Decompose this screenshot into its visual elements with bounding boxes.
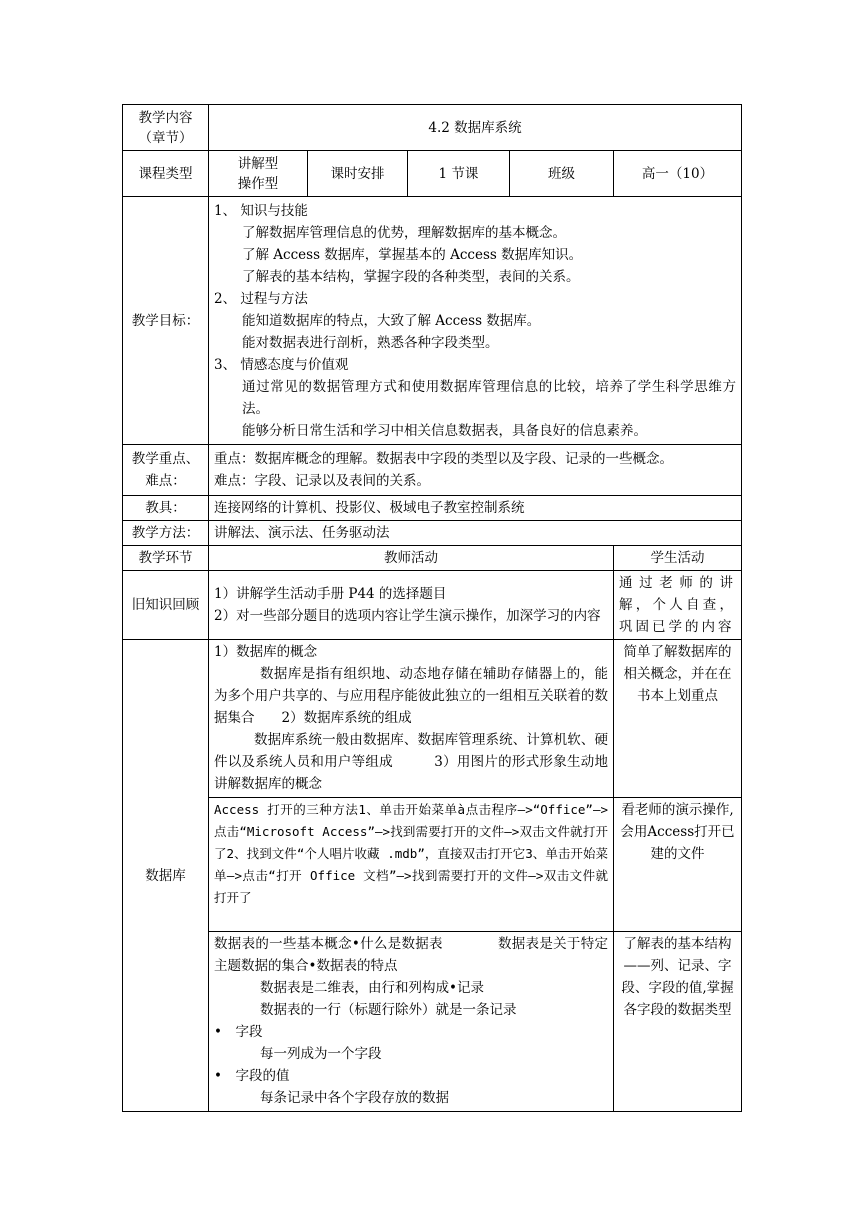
tools-row xyxy=(123,496,742,521)
key-points-label: 教学重点、难点： xyxy=(123,445,209,496)
objective-line: 能对数据表进行剖析，熟悉各种字段类型。 xyxy=(242,334,499,351)
hours-value: 1 节课 xyxy=(408,151,510,197)
key-point-line: 重点：数据库概念的理解。数据表中字段的类型以及字段、记录的一些概念。 xyxy=(214,451,673,467)
review-teacher xyxy=(209,571,614,640)
objective-line: 了解表的基本结构，掌握字段的各种类型，表间的关系。 xyxy=(242,268,580,285)
database-system-text xyxy=(214,729,608,795)
database-block-1 xyxy=(123,640,742,798)
table-concept-intro: 数据表的一些基本概念•什么是数据表 数据表是关于特定主题数据的集合•数据表的特点 xyxy=(214,936,608,974)
field-value-bullet: • 字段的值 xyxy=(214,1068,290,1084)
database-student-3: 了解表的基本结构——列、记录、字段、字段的值,掌握各字段的数据类型 xyxy=(614,932,742,1112)
methods-label: 教学方法： xyxy=(123,521,209,546)
lesson-plan-table xyxy=(122,104,742,1112)
stage-header: 教学环节 xyxy=(123,546,209,571)
class-value: 高一（10） xyxy=(614,151,742,197)
review-teacher-line: 1）讲解学生活动手册 P44 的选择题目 xyxy=(214,586,447,602)
key-points-content xyxy=(209,445,742,496)
objectives-row xyxy=(123,197,742,445)
review-row xyxy=(123,571,742,640)
database-concept-text xyxy=(214,663,608,729)
objective-line: 了解数据库管理信息的优势，理解数据库的基本概念。 xyxy=(242,224,566,241)
course-type-value-1: 讲解型 xyxy=(237,155,279,172)
review-teacher-line: 2）对一些部分题目的选项内容让学生演示操作，加深学习的内容 xyxy=(214,608,601,624)
methods-row xyxy=(123,521,742,546)
objective-line: 通过常见的数据管理方式和使用数据库管理信息的比较，培养了学生科学思维方法。 xyxy=(242,378,737,417)
database-stage: 数据库 xyxy=(123,640,209,1112)
objective-heading-2: 2、 过程与方法 xyxy=(214,290,308,307)
content-label: 教学内容（章节） xyxy=(123,105,209,151)
objective-line: 能知道数据库的特点，大致了解 Access 数据库。 xyxy=(242,312,541,329)
course-type-value xyxy=(209,151,308,197)
database-block-3 xyxy=(123,932,742,1112)
objective-heading-1: 1、 知识与技能 xyxy=(214,202,308,219)
teacher-header: 教师活动 xyxy=(209,546,614,571)
tools-value: 连接网络的计算机、投影仪、极域电子教室控制系统 xyxy=(209,496,742,521)
objectives-content xyxy=(209,197,742,445)
review-student: 通过老师的讲解，个人自查，巩固已学的内容 xyxy=(614,571,742,640)
database-teacher-1 xyxy=(209,640,614,798)
table-feature-line: 数据表是二维表，由行和列构成•记录 xyxy=(260,980,484,996)
content-value: 4.2 数据库系统 xyxy=(209,105,742,151)
tools-label: 教具： xyxy=(123,496,209,521)
database-teacher-2: Access 打开的三种方法1、单击开始菜单à点击程序—>“Office”—>点击“Microsoft Access”—>找到需要打开的文件—>双击文件就打开了2、找到文件“个人唱片收藏 .mdb”，直接双击打开它3、单击开始菜单—>点击“打开 Office 文档”—>找到需要打开的文件—>双击文件就打开了 xyxy=(209,798,614,932)
student-header: 学生活动 xyxy=(614,546,742,571)
course-type-value-2: 操作型 xyxy=(237,175,279,192)
content-row xyxy=(123,105,742,151)
field-line: 每一列成为一个字段 xyxy=(260,1046,382,1062)
objectives-label: 教学目标： xyxy=(123,197,209,445)
database-teacher-3 xyxy=(209,932,614,1112)
review-stage: 旧知识回顾 xyxy=(123,571,209,640)
methods-value: 讲解法、演示法、任务驱动法 xyxy=(209,521,742,546)
course-type-row xyxy=(123,151,742,197)
record-line: 数据表的一行（标题行除外）就是一条记录 xyxy=(260,1002,517,1018)
field-value-line: 每条记录中各个字段存放的数据 xyxy=(260,1090,449,1106)
database-system-body: 数据库系统一般由数据库、数据库管理系统、计算机软、硬件以及系统人员和用户等组成 3）用图片的形式形象生动地讲解数据库的概念 xyxy=(214,732,608,792)
course-type-label: 课程类型 xyxy=(123,151,209,197)
hours-label: 课时安排 xyxy=(308,151,408,197)
objective-line: 能够分析日常生活和学习中相关信息数据表，具备良好的信息素养。 xyxy=(242,422,647,439)
database-student-2: 看老师的演示操作,会用Access打开已建的文件 xyxy=(614,798,742,932)
database-block-2 xyxy=(123,798,742,932)
database-concept-title: 1）数据库的概念 xyxy=(214,644,318,660)
key-points-row xyxy=(123,445,742,496)
difficult-point-line: 难点：字段、记录以及表间的关系。 xyxy=(214,473,430,489)
database-concept-body: 数据库是指有组织地、动态地存储在辅助存储器上的，能为多个用户共享的、与应用程序能彼此独立的一组相互关联着的数据集合 2）数据库系统的组成 xyxy=(214,666,608,726)
objective-line: 了解 Access 数据库，掌握基本的 Access 数据库知识。 xyxy=(242,246,583,263)
database-student-1: 简单了解数据库的相关概念，并在在书本上划重点 xyxy=(614,640,742,798)
column-header-row xyxy=(123,546,742,571)
class-label: 班级 xyxy=(510,151,614,197)
field-bullet: • 字段 xyxy=(214,1024,263,1040)
objective-heading-3: 3、 情感态度与价值观 xyxy=(214,356,349,373)
